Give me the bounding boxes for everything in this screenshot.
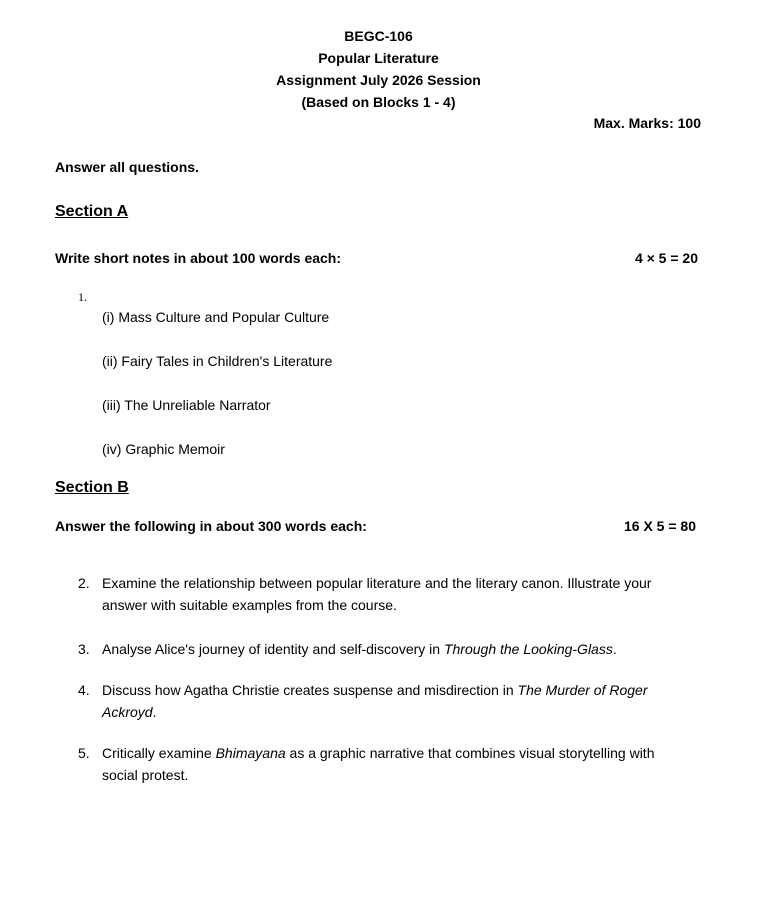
question-text-part: Analyse Alice's journey of identity and self-discovery in [102, 641, 444, 657]
question-3 [78, 638, 688, 660]
section-a-marks: 4 × 5 = 20 [634, 250, 698, 266]
question-number: 4. [78, 682, 90, 698]
general-instruction: Answer all questions. [55, 159, 199, 175]
question-number: 5. [78, 745, 90, 761]
section-a-subheading [55, 249, 698, 267]
session-title: Assignment July 2026 Session [276, 72, 481, 88]
course-code: BEGC-106 [344, 28, 413, 44]
question-1-number: 1. [78, 290, 87, 304]
book-title: Through the Looking-Glass [443, 641, 613, 657]
question-text: Examine the relationship between popular literature and the literary canon. Illustrate your answer with suitable examples from the course. [102, 575, 652, 613]
question-text [102, 679, 688, 723]
book-title: Bhimayana [215, 745, 286, 761]
question-text [102, 638, 688, 660]
short-note-item: (iii) The Unreliable Narrator [102, 397, 271, 413]
question-number: 3. [78, 641, 90, 657]
question-text-part: Discuss how Agatha Christie creates suspense and misdirection in [102, 682, 518, 698]
course-title: Popular Literature [318, 50, 439, 66]
question-text [102, 742, 688, 786]
document-header [0, 25, 757, 113]
question-text-part: . [612, 641, 617, 657]
question-text-part: as a graphic narrative that combines visual storytelling with social protest. [102, 745, 655, 783]
short-note-item: (ii) Fairy Tales in Children's Literature [102, 353, 333, 369]
question-number: 2. [78, 575, 90, 591]
section-b-instruction: Answer the following in about 300 words each: [55, 518, 367, 534]
short-note-item: (iv) Graphic Memoir [102, 441, 225, 457]
section-b-marks: 16 X 5 = 80 [623, 518, 696, 534]
question-text-part: Critically examine [102, 745, 216, 761]
section-a-title: Section A [55, 203, 129, 220]
question-5 [78, 742, 688, 786]
section-b-title: Section B [55, 479, 129, 496]
question-4 [78, 679, 688, 723]
question-text-part: . [152, 704, 157, 720]
section-b-subheading [55, 517, 698, 535]
section-a-instruction: Write short notes in about 100 words each: [55, 250, 342, 266]
question-2 [78, 572, 688, 616]
blocks-note: (Based on Blocks 1 - 4) [301, 94, 456, 110]
max-marks: Max. Marks: 100 [593, 115, 701, 131]
short-note-item: (i) Mass Culture and Popular Culture [102, 309, 330, 325]
book-title: The Murder of Roger Ackroyd [102, 682, 648, 720]
